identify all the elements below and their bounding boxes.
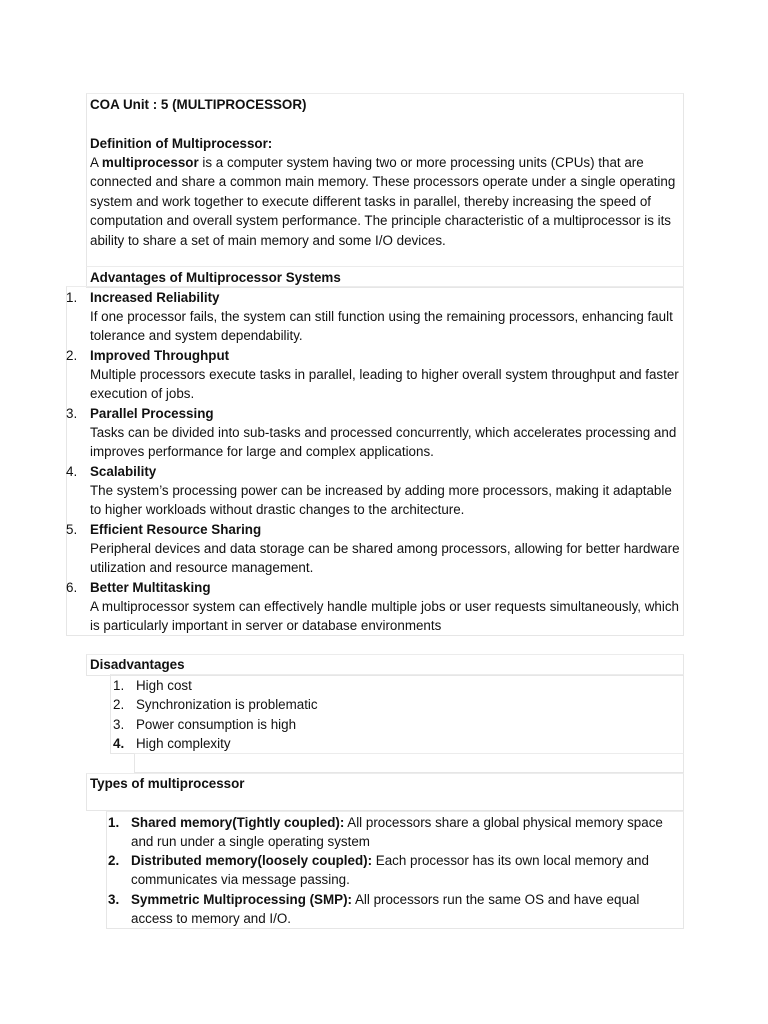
advantage-number: 3. bbox=[66, 406, 78, 421]
type-number: 2. bbox=[108, 853, 120, 868]
advantage-title: Scalability bbox=[90, 464, 157, 479]
disadvantages-heading: Disadvantages bbox=[90, 657, 185, 672]
advantage-title: Increased Reliability bbox=[90, 290, 220, 305]
cell-border bbox=[134, 753, 684, 773]
advantage-text: The system’s processing power can be increased by adding more processors, making it adaptable to higher workloads without drastic changes to the architecture. bbox=[90, 483, 672, 518]
advantage-title: Better Multitasking bbox=[90, 580, 211, 595]
advantage-title: Improved Throughput bbox=[90, 348, 230, 363]
advantage-number: 6. bbox=[66, 580, 78, 595]
type-item: Symmetric Multiprocessing (SMP): All processors run the same OS and have equal access to memory and I/O. bbox=[131, 892, 640, 927]
disadvantage-item: Synchronization is problematic bbox=[136, 697, 318, 712]
disadvantage-number: 3. bbox=[113, 717, 125, 732]
types-heading: Types of multiprocessor bbox=[90, 776, 245, 791]
type-number: 1. bbox=[108, 815, 120, 830]
advantage-text: A multiprocessor system can effectively handle multiple jobs or user requests simultaneously, which is particularly important in server or database environments bbox=[90, 599, 679, 634]
definition-paragraph: A multiprocessor is a computer system having two or more processing units (CPUs) that are connected and share a common main memory. These processors operate under a single operating system and work together to execute different tasks in parallel, thereby increasing the speed of computation and overall system performance. The principle characteristic of a multiprocessor is its ability to share a set of main memory and some I/O devices. bbox=[90, 155, 676, 248]
advantage-text: If one processor fails, the system can still function using the remaining processors, enhancing fault tolerance and system dependability. bbox=[90, 309, 673, 344]
advantage-number: 5. bbox=[66, 522, 78, 537]
type-title: Distributed memory(loosely coupled): bbox=[131, 853, 373, 868]
advantage-number: 1. bbox=[66, 290, 78, 305]
definition-term: multiprocessor bbox=[101, 155, 199, 170]
advantage-number: 2. bbox=[66, 348, 78, 363]
type-number: 3. bbox=[108, 892, 120, 907]
advantage-text: Peripheral devices and data storage can be shared among processors, allowing for better hardware utilization and resource management. bbox=[90, 541, 680, 576]
advantages-heading: Advantages of Multiprocessor Systems bbox=[90, 270, 341, 285]
disadvantage-number: 2. bbox=[113, 697, 125, 712]
type-title: Symmetric Multiprocessing (SMP): bbox=[131, 892, 352, 907]
type-item: Distributed memory(loosely coupled): Each processor has its own local memory and communicates via message passing. bbox=[131, 853, 649, 888]
document-title: COA Unit : 5 (MULTIPROCESSOR) bbox=[90, 97, 307, 112]
disadvantage-item: High cost bbox=[136, 678, 192, 693]
disadvantage-number: 1. bbox=[113, 678, 125, 693]
disadvantage-number: 4. bbox=[113, 736, 125, 751]
advantage-text: Tasks can be divided into sub-tasks and processed concurrently, which accelerates processing and improves performance for large and complex applications. bbox=[90, 425, 677, 460]
disadvantage-item: Power consumption is high bbox=[136, 717, 297, 732]
definition-heading: Definition of Multiprocessor: bbox=[90, 136, 273, 151]
advantage-title: Parallel Processing bbox=[90, 406, 214, 421]
type-title: Shared memory(Tightly coupled): bbox=[131, 815, 345, 830]
disadvantage-item: High complexity bbox=[136, 736, 231, 751]
type-item: Shared memory(Tightly coupled): All processors share a global physical memory space and run under a single operating system bbox=[131, 815, 663, 850]
advantage-number: 4. bbox=[66, 464, 78, 479]
advantage-title: Efficient Resource Sharing bbox=[90, 522, 262, 537]
advantage-text: Multiple processors execute tasks in parallel, leading to higher overall system throughput and faster execution of jobs. bbox=[90, 367, 679, 402]
